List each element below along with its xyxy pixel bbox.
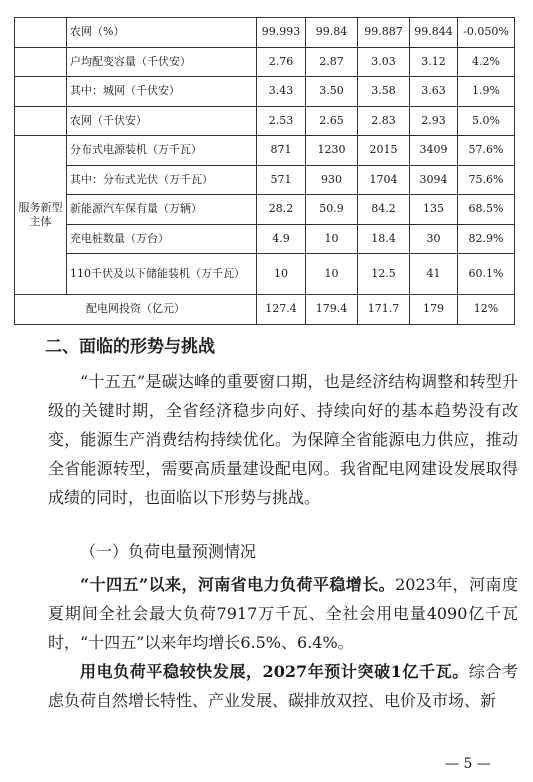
row-label: 新能源汽车保有量（万辆）	[67, 195, 257, 225]
table-body	[15, 18, 515, 325]
cell-value: 871	[257, 136, 306, 166]
cell-value: 99.887	[358, 18, 410, 48]
cell-growth: 12%	[458, 295, 515, 325]
cell-value: 3.03	[358, 47, 410, 77]
cell-growth: 5.0%	[458, 106, 515, 136]
table-cell-blank	[15, 18, 67, 48]
table-row	[15, 254, 515, 295]
cell-value: 10	[306, 224, 358, 254]
table-cell-blank	[15, 77, 67, 107]
table-row	[15, 106, 515, 136]
row-label: 110千伏及以下储能装机（万千瓦）	[67, 254, 257, 295]
paragraph-body: 综合考虑负荷自然增长特性、产业发展、碳排放双控、电价及市场、新	[48, 662, 518, 710]
cell-value: 171.7	[358, 295, 410, 325]
cell-value: 179	[410, 295, 458, 325]
cell-growth: 82.9%	[458, 224, 515, 254]
table-row	[15, 195, 515, 225]
cell-value: 99.84	[306, 18, 358, 48]
row-label: 户均配变容量（千伏安）	[67, 47, 257, 77]
table-row	[15, 136, 515, 166]
paragraph-body: 2023年，河南度夏期间全社会最大负荷7917万千瓦、全社会用电量4090亿千瓦时，“十四五”以来年均增长6.5%、6.4%。	[48, 575, 518, 652]
cell-value: 3094	[410, 165, 458, 195]
cell-value: 30	[410, 224, 458, 254]
cell-value: 3.43	[257, 77, 306, 107]
cell-value: 12.5	[358, 254, 410, 295]
statistics-table	[14, 17, 515, 325]
paragraph	[48, 570, 518, 657]
paragraph: “十五五”是碳达峰的重要窗口期，也是经济结构调整和转型升级的关键时期，全省经济稳步向好、持续向好的基本趋势没有改变，能源生产消费结构持续优化。为保障全省能源电力供应，推动全省能源转型，需要高质量建设配电网。我省配电网建设发展取得成绩的同时，也面临以下形势与挑战。	[48, 372, 518, 507]
cell-growth: -0.050%	[458, 18, 515, 48]
paragraph-lead: “十四五”以来，河南省电力负荷平稳增长。	[80, 575, 396, 594]
table-cell-blank	[15, 47, 67, 77]
cell-growth: 60.1%	[458, 254, 515, 295]
page-number: — 5 —	[445, 756, 491, 772]
cell-value: 2.76	[257, 47, 306, 77]
cell-growth: 4.2%	[458, 47, 515, 77]
cell-value: 3.12	[410, 47, 458, 77]
row-label: 农网（千伏安）	[67, 106, 257, 136]
row-label: 分布式电源装机（万千瓦）	[67, 136, 257, 166]
section-heading: 二、面临的形势与挑战	[45, 337, 215, 357]
cell-value: 2.87	[306, 47, 358, 77]
cell-value: 99.993	[257, 18, 306, 48]
cell-value: 2.93	[410, 106, 458, 136]
cell-value: 50.9	[306, 195, 358, 225]
cell-growth: 1.9%	[458, 77, 515, 107]
cell-value: 2.83	[358, 106, 410, 136]
cell-growth: 57.6%	[458, 136, 515, 166]
cell-value: 2.53	[257, 106, 306, 136]
cell-value: 18.4	[358, 224, 410, 254]
cell-value: 3.63	[410, 77, 458, 107]
row-label: 充电桩数量（万台）	[67, 224, 257, 254]
cell-value: 3.58	[358, 77, 410, 107]
cell-value: 3.50	[306, 77, 358, 107]
paragraph-lead: 用电负荷平稳较快发展，2027年预计突破1亿千瓦。	[80, 662, 469, 681]
cell-value: 10	[306, 254, 358, 295]
cell-value: 99.844	[410, 18, 458, 48]
cell-value: 179.4	[306, 295, 358, 325]
table-row	[15, 295, 515, 325]
cell-value: 135	[410, 195, 458, 225]
cell-growth: 68.5%	[458, 195, 515, 225]
cell-value: 28.2	[257, 195, 306, 225]
table-row	[15, 224, 515, 254]
cell-value: 127.4	[257, 295, 306, 325]
row-label: 其中：城网（千伏安）	[67, 77, 257, 107]
cell-value: 1704	[358, 165, 410, 195]
cell-value: 41	[410, 254, 458, 295]
cell-value: 2.65	[306, 106, 358, 136]
sub-heading: （一）负荷电量预测情况	[80, 542, 257, 561]
table-row	[15, 47, 515, 77]
cell-value: 4.9	[257, 224, 306, 254]
cell-value: 3409	[410, 136, 458, 166]
cell-value: 84.2	[358, 195, 410, 225]
cell-value: 10	[257, 254, 306, 295]
table-row	[15, 165, 515, 195]
cell-value: 2015	[358, 136, 410, 166]
row-label: 配电网投资（亿元）	[15, 295, 257, 325]
row-label: 农网（%）	[67, 18, 257, 48]
table-row	[15, 77, 515, 107]
group-label: 服务新型主体	[15, 136, 67, 295]
paragraph	[48, 657, 518, 715]
row-label: 其中：分布式光伏（万千瓦）	[67, 165, 257, 195]
cell-value: 930	[306, 165, 358, 195]
table-cell-blank	[15, 106, 67, 136]
cell-value: 571	[257, 165, 306, 195]
cell-value: 1230	[306, 136, 358, 166]
table-row	[15, 18, 515, 48]
cell-growth: 75.6%	[458, 165, 515, 195]
